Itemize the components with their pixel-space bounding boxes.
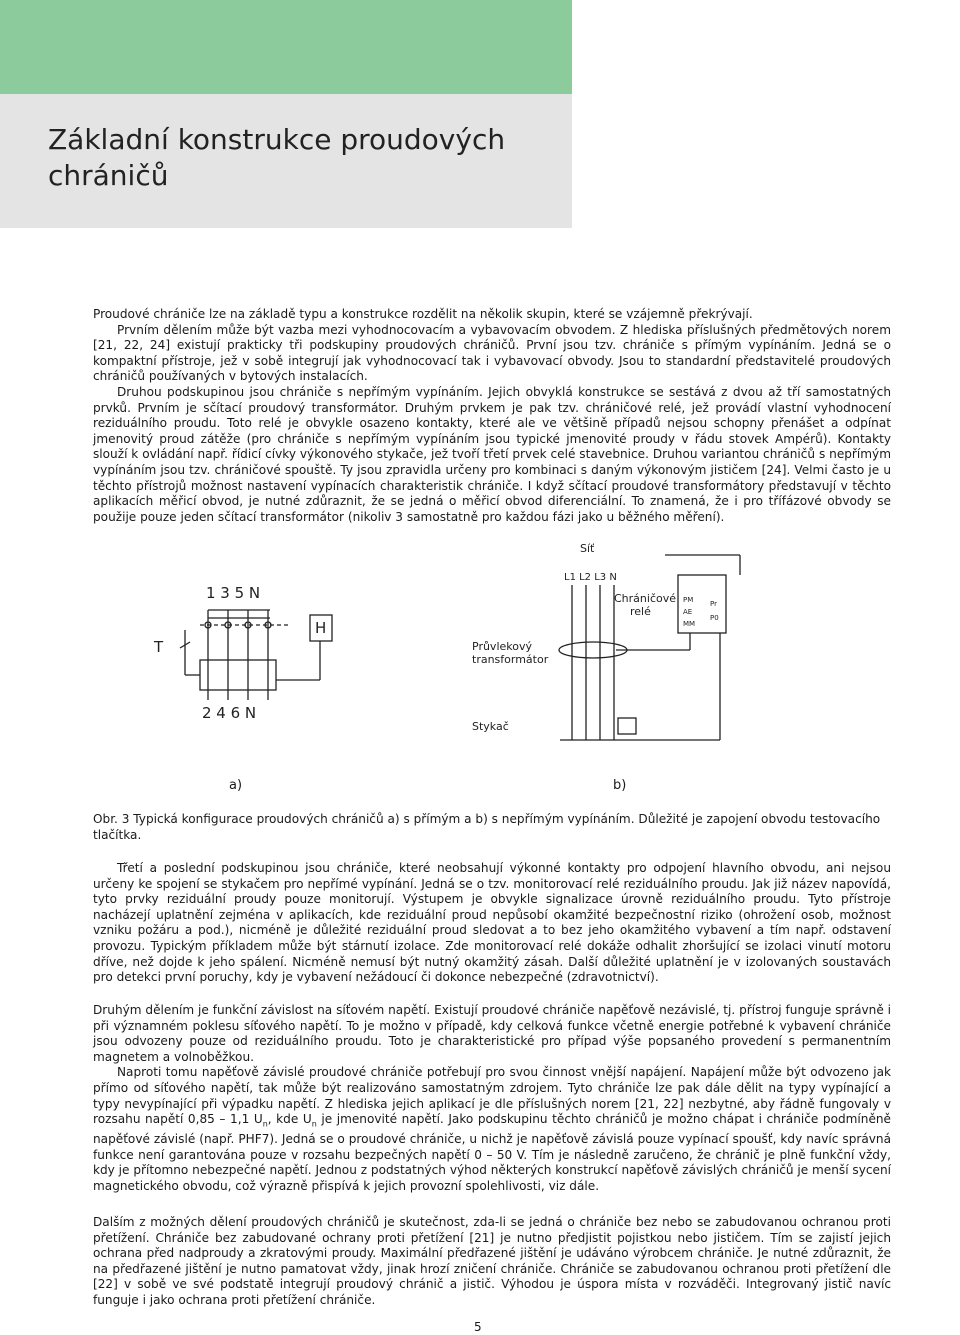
intro-text-block [93, 307, 891, 525]
figure-caption: Obr. 3 Typická konfigurace proudových chráničů a) s přímým a b) s nepřímým vypínáním. Důležité je zapojení obvodu testovacího tlačítka. [93, 812, 881, 842]
a-trip-label: H [315, 619, 327, 637]
paragraph-1: Proudové chrániče lze na základě typu a konstrukce rozdělit na několik skupin, které se vzájemně překrývají. [93, 307, 753, 321]
b-ct-label-1: Průvlekový [472, 640, 532, 653]
text-block-3 [93, 1003, 891, 1195]
paragraph-4: Třetí a poslední podskupinou jsou chrániče, které neobsahují výkonné kontakty pro odpojení hlavního obvodu, ani nejsou určeny ke spojení se stykačem pro nepřímé vypínání. Jedná se o tzv. monitorovací relé reziduálního proudu. Jak již název napovídá, tyto prvky reziduální proudy pouze monitorují. Výstupem je obvykle signalizace úrovně reziduálního proudu. Tyto přístroje nacházejí uplatnění zejména v aplikacích, kde reziduální proud nepůsobí okamžité bezpečnostní riziko (ohrožení osob, možnost vzniku požáru a pod.), nicméně je důležité reziduální proud sledovat a to bez jeho okamžitého vybavení a tím např. odstavení provozu. Typickým příkladem může být stárnutí izolace. Zde monitorovací relé dokáže odhalit zhoršující se izolaci vinutí motoru dříve, než dojde k jeho spálení. Nicméně nemusí být nutný okamžitý zásah. Další důležité uplatnění je v izolovaných soustavách pro detekci první poruchy, kdy je vybavení nežádoucí či dokonce nebezpečné (zdravotnictví). [93, 861, 891, 985]
b-relay-label-2: relé [630, 605, 651, 618]
figure-circuit-diagrams [140, 540, 800, 800]
text-block-4 [93, 1215, 891, 1309]
paragraph-7: Dalším z možných dělení proudových chráničů je skutečnost, zda-li se jedná o chrániče bez nebo se zabudovanou ochranou proti přetížení. Chrániče bez zabudované ochrany proti přetížení [21] je nutno předjistit pojistkou nebo jističem. Tím se zajistí jejich ochrana před nadproudy a zkratovými proudy. Maximální předřazené jištění je udáváno výrobcem chrániče. Je nutné zdůraznit, že na předřazené jištění je nutno pamatovat vždy, jinak hrozí zničení chrániče. Chrániče se zabudovanou ochranou proti přetížení dle [22] v sobě ve své podstatě integrují proudový chránič a jistič. Výhodou je úspora místa v rozváděči. Integrovaný jistič navíc funguje i jako ochrana proti přetížení chrániče. [93, 1215, 891, 1307]
paragraph-6-part-a: Naproti tomu napěťově závislé proudové chrániče potřebují pro svou činnost vnější napájení. Napájení může být odvozeno jak přímo od síťového napětí, tak může být realizováno samostatným zdrojem. Tyto chrániče lze pak dále dělit na typy vypínající a typy nevypínající při výpadku napětí. Z hlediska jejich aplikací je dle příslušných norem [21, 22] nezbytné, aby řádně fungovaly v rozsahu napětí 0,85 – 1,1 U [93, 1065, 891, 1127]
b-relay-box-5: P0 [710, 614, 719, 622]
b-network-label: Síť [580, 542, 595, 555]
text-block-2 [93, 861, 891, 986]
a-test-label: T [154, 638, 164, 656]
figure-label-b: b) [613, 778, 627, 793]
a-bottom-terminals: 2 4 6 N [202, 704, 257, 722]
b-relay-box-3: MM [683, 620, 696, 628]
paragraph-6-sub-1: n [262, 1119, 268, 1129]
page-number: 5 [474, 1320, 482, 1334]
page-title [48, 122, 568, 194]
b-ct-label-2: transformátor [472, 653, 549, 666]
paragraph-6-sub-2: n [311, 1119, 317, 1129]
b-relay-box-2: AE [683, 608, 693, 616]
paragraph-3: Druhou podskupinou jsou chrániče s nepřímým vypínáním. Jejich obvyklá konstrukce se sestává z dvou až tří samostatných prvků. Prvním je sčítací proudový transformátor. Druhým prvkem je pak tzv. chráničové relé, jež provádí vlastní vyhodnocení reziduálního proudu. Toto relé je obvykle osazeno kontakty, které ale ve většině případů nejsou schopny přenášet a odpínat jmenovitý proud zátěže (pro chrániče s nepřímým vypínáním jsou typické jmenovité proudy v řádu stovek Ampérů). Kontakty slouží k ovládání např. řídicí cívky výkonového stykače, jež tvoří třetí prvek celé stavebnice. Druhou variantou chráničů s nepřímým vypínáním jsou tzv. chráničové spouště. Ty jsou zpravidla určeny pro kombinaci s daným výkonovým jističem [24]. Velmi často je u těchto přístrojů možnost nastavení vypínacích charakteristik chrániče. I když sčítací proudové transformátory představují v těchto aplikacích měřicí obvod, je nutné zdůraznit, že se jedná o měřicí obvod diferenciální. To znamená, že i pro třífázové obvody se použije pouze jeden sčítací transformátor (nikoliv 3 samostatně pro každou fázi jako u běžného měření). [93, 384, 891, 524]
a-top-terminals: 1 3 5 N [206, 584, 261, 602]
diagram-a [180, 610, 332, 700]
circuit-diagram-svg [140, 540, 800, 800]
b-relay-label-1: Chráničové [614, 592, 676, 605]
figure-label-a: a) [229, 778, 243, 793]
b-contactor-coil [618, 718, 636, 734]
paragraph-6-part-c: je jmenovité napětí. Jako podskupinu těchto chráničů je možno chápat i chrániče podmíněně napěťové závislé (např. PHF7). Jedná se o proudové chrániče, u nichž je napěťově závislá pouze vypínací spoušť, kdy navíc správná funkce není garantována pouze v rozsahu bezpečných napětí 0 – 50 V. Tím je následně zaručeno, že chránič je plně funkční vždy, kdy je přítomno nebezpečné napětí. Jednou z podstatných výhod některých konstrukcí napěťově závislých chráničů je menší sycení magnetického obvodu, což výrazně přispívá k jejich provozní spolehlivosti, viz dále. [93, 1112, 891, 1193]
a-summation-transformer [200, 660, 276, 690]
paragraph-2: Prvním dělením může být vazba mezi vyhodnocovacím a vybavovacím obvodem. Z hlediska příslušných předmětových norem [21, 22, 24] existují prakticky tři podskupiny proudových chráničů. První jsou tzv. chrániče s přímým vypínáním. Jedná se o kompaktní přístroje, jež v sobě integrují jak vyhodnocovací tak i vybavovací obvody. Jsou to standardní představitelé proudových chráničů používaných v bytových instalacích. [93, 322, 891, 384]
b-relay-box-1: PM [683, 596, 694, 604]
paragraph-6 [93, 1065, 891, 1194]
b-phases-label: L1 L2 L3 N [564, 572, 617, 583]
b-contactor-label: Stykač [472, 720, 509, 733]
title-line-2: chráničů [48, 159, 169, 192]
paragraph-6-part-b: , kde U [267, 1112, 312, 1127]
paragraph-5: Druhým dělením je funkční závislost na síťovém napětí. Existují proudové chrániče napěťově nezávislé, tj. přístroj funguje správně i při významném poklesu síťového napětí. To je možno v případě, kdy celková funkce včetně energie potřebné k vybavení chrániče jsou odvozeny pouze od reziduálního proudu. Toto je charakteristické pro případ výše popsaného provedení s permanentním magnetem a volnoběžkou. [93, 1003, 891, 1064]
header-band-green [0, 0, 572, 94]
b-relay-box-4: Pr [710, 600, 717, 608]
title-line-1: Základní konstrukce proudových [48, 123, 506, 156]
